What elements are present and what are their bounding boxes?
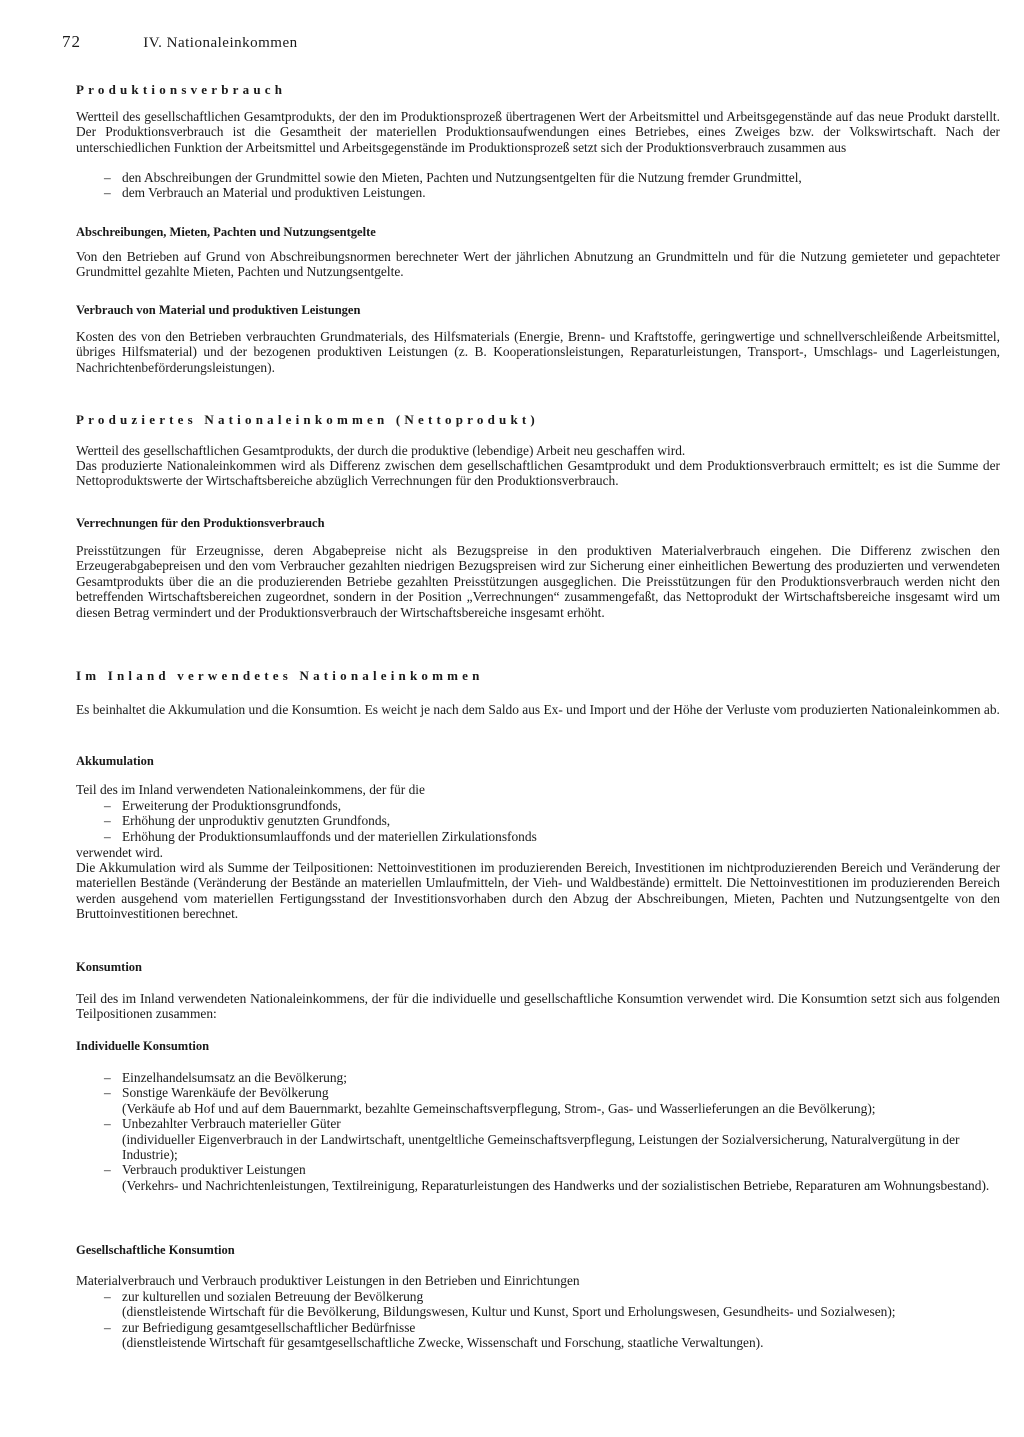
chapter-title: IV. Nationaleinkommen bbox=[143, 35, 298, 51]
list-item: – Verbrauch produktiver Leistungen (Verkehrs- und Nachrichtenleistungen, Textilreinigung, Reparaturleistungen des Handwerks und der sozialistischen Betriebe, Reparaturen am Wohnungsbestand). bbox=[104, 1162, 990, 1193]
list-individuelle-konsumtion bbox=[76, 1070, 1000, 1193]
paragraph-abschreibungen: Von den Betrieben auf Grund von Abschreibungsnormen berechneter Wert der jährlichen Abnutzung an Grundmitteln und für die Nutzung gemieteter und gepachteter Grundmittel gezahlte Mieten, Pachten und Nutzungsentgelte. bbox=[76, 249, 1000, 280]
list-gesellschaftliche-konsumtion bbox=[76, 1289, 1000, 1351]
subheading-abschreibungen: Abschreibungen, Mieten, Pachten und Nutzungsentgelte bbox=[76, 225, 376, 239]
list-produktionsverbrauch bbox=[76, 170, 1000, 201]
list-item: – zur Befriedigung gesamtgesellschaftlicher Bedürfnisse (dienstleistende Wirtschaft für gesamtgesellschaftliche Zwecke, Wissenschaft und Forschung, staatliche Verwaltungen). bbox=[104, 1319, 764, 1351]
section-heading-produziertes-nationaleinkommen: Produziertes Nationaleinkommen (Nettoprodukt) bbox=[76, 412, 539, 427]
list-item: – den Abschreibungen der Grundmittel sowie den Mieten, Pachten und Nutzungsentgelten für die Nutzung fremder Grundmittel, bbox=[104, 170, 802, 185]
section-heading-produktionsverbrauch: Produktionsverbrauch bbox=[76, 82, 287, 97]
subheading-gesellschaftliche-konsumtion: Gesellschaftliche Konsumtion bbox=[76, 1243, 235, 1257]
paragraph-inland: Es beinhaltet die Akkumulation und die Konsumtion. Es weicht je nach dem Saldo aus Ex- und Import und der Höhe der Verluste vom produzierten Nationaleinkommen ab. bbox=[76, 702, 1000, 717]
list-akkumulation bbox=[76, 798, 1000, 844]
subheading-akkumulation: Akkumulation bbox=[76, 754, 154, 768]
gesellschaftliche-konsumtion-intro: Materialverbrauch und Verbrauch produktiver Leistungen in den Betrieben und Einrichtungen bbox=[76, 1273, 580, 1288]
subheading-verbrauch-material: Verbrauch von Material und produktiven Leistungen bbox=[76, 303, 361, 317]
section-heading-inland-nationaleinkommen: Im Inland verwendetes Nationaleinkommen bbox=[76, 668, 484, 683]
subheading-individuelle-konsumtion: Individuelle Konsumtion bbox=[76, 1039, 210, 1053]
list-item: – Erhöhung der unproduktiv genutzten Grundfonds, bbox=[104, 813, 391, 829]
paragraph-konsumtion: Teil des im Inland verwendeten Nationaleinkommens, der für die individuelle und gesellschaftliche Konsumtion verwendet wird. Die Konsumtion setzt sich aus folgenden Teilpositionen zusammen: bbox=[76, 991, 1000, 1022]
paragraph-produktionsverbrauch: Wertteil des gesellschaftlichen Gesamtprodukts, der den im Produktionsprozeß übertragenen Wert der Arbeitsmittel und Arbeitsgegenstände auf das neue Produkt darstellt. Der Produktionsverbrauch ist die Gesamtheit der materiellen Produktionsaufwendungen eines Betriebes, eines Zweiges bzw. der Volkswirtschaft. Nach der unterschiedlichen Funktion der Arbeitsmittel und Arbeitsgegenstände im Produktionsprozeß setzt sich der Produktionsverbrauch zusammen aus bbox=[76, 109, 1000, 155]
subheading-verrechnungen: Verrechnungen für den Produktionsverbrauch bbox=[76, 516, 325, 530]
page-header bbox=[62, 32, 298, 52]
subheading-konsumtion: Konsumtion bbox=[76, 960, 142, 974]
paragraph-nettoprodukt-1: Wertteil des gesellschaftlichen Gesamtprodukts, der durch die produktive (lebendige) Arbeit neu geschaffen wird. bbox=[76, 443, 686, 458]
list-item: – Sonstige Warenkäufe der Bevölkerung (Verkäufe ab Hof und auf dem Bauernmarkt, bezahlte Gemeinschaftsverpflegung, Strom-, Gas- und Wasserlieferungen an die Bevölkerung); bbox=[104, 1085, 876, 1116]
list-item: – Unbezahlter Verbrauch materieller Güter (individueller Eigenverbrauch in der Landwirtschaft, unentgeltliche Gemeinschaftsverpflegung, Leistungen der Sozialversicherung, Naturalvergütung in der Industrie); bbox=[104, 1116, 960, 1163]
page-number: 72 bbox=[62, 32, 81, 51]
paragraph-verrechnungen: Preisstützungen für Erzeugnisse, deren Abgabepreise nicht als Bezugspreise in den produktiven Materialverbrauch eingehen. Die Differenz zwischen den Erzeugerabgabepreisen und den vom Verbraucher gezahlten niedrigen Bezugspreisen wird zur Sicherung einer einheitlichen Bewertung des produzierten und verwendeten Gesamtprodukts über die an die produzierenden Betriebe gezahlten Preisstützungen ausgeglichen. Die Preisstützungen für den Produktionsverbrauch werden nicht den betreffenden Wirtschaftsbereichen zugeordnet, sondern in der Position „Verrechnungen“ zusammengefaßt, das Nettoprodukt der Wirtschaftsbereiche insgesamt wird um diesen Betrag vermindert und der Produktionsverbrauch der Wirtschaftsbereiche insgesamt erhöht. bbox=[76, 543, 1000, 620]
paragraph-akkumulation: Die Akkumulation wird als Summe der Teilpositionen: Nettoinvestitionen im produzierenden Bereich, Investitionen im nichtproduzierenden Bereich und Veränderung der materiellen Bestände (Veränderung der Bestände an materiellen Umlaufmitteln, der Vieh- und Waldbestände) ermittelt. Die Nettoinvestitionen im produzierenden Bereich werden ausgehend vom materiellen Fertigungsstand der Investitionsvorhaben durch den Abzug der Abschreibungen, Mieten, Pachten und Nutzungsentgelte von den Bruttoinvestitionen berechnet. bbox=[76, 860, 1000, 922]
paragraph-nettoprodukt-2: Das produzierte Nationaleinkommen wird als Differenz zwischen dem gesellschaftlichen Gesamtprodukt und dem Produktionsverbrauch ermittelt; es ist die Summe der Nettoproduktswerte der Wirtschaftsbereiche abzüglich Verrechnungen für den Produktionsverbrauch. bbox=[76, 458, 1000, 489]
list-item: – Erweiterung der Produktionsgrundfonds, bbox=[104, 798, 342, 813]
akkumulation-intro: Teil des im Inland verwendeten Nationaleinkommens, der für die bbox=[76, 782, 425, 797]
paragraph-verbrauch-material: Kosten des von den Betrieben verbrauchten Grundmaterials, des Hilfsmaterials (Energie, Brenn- und Kraftstoffe, geringwertige und schnellverschleißende Arbeitsmittel, übriges Hilfsmaterial) und der bezogenen produktiven Leistungen (z. B. Kooperationsleistungen, Reparaturleistungen, Transport-, Umschlags- und Lagerleistungen, Nachrichtenbeförderungsleistungen). bbox=[76, 329, 1000, 375]
list-item: – Erhöhung der Produktionsumlauffonds und der materiellen Zirkulationsfonds bbox=[104, 828, 537, 844]
list-item: – Einzelhandelsumsatz an die Bevölkerung; bbox=[104, 1070, 347, 1085]
akkumulation-outro: verwendet wird. bbox=[76, 845, 164, 860]
list-item: – zur kulturellen und sozialen Betreuung der Bevölkerung (dienstleistende Wirtschaft für die Bevölkerung, Bildungswesen, Kultur und Kunst, Sport und Erholungswesen, Gesundheits- und Sozialwesen); bbox=[104, 1289, 896, 1320]
list-item: – dem Verbrauch an Material und produktiven Leistungen. bbox=[104, 185, 426, 201]
